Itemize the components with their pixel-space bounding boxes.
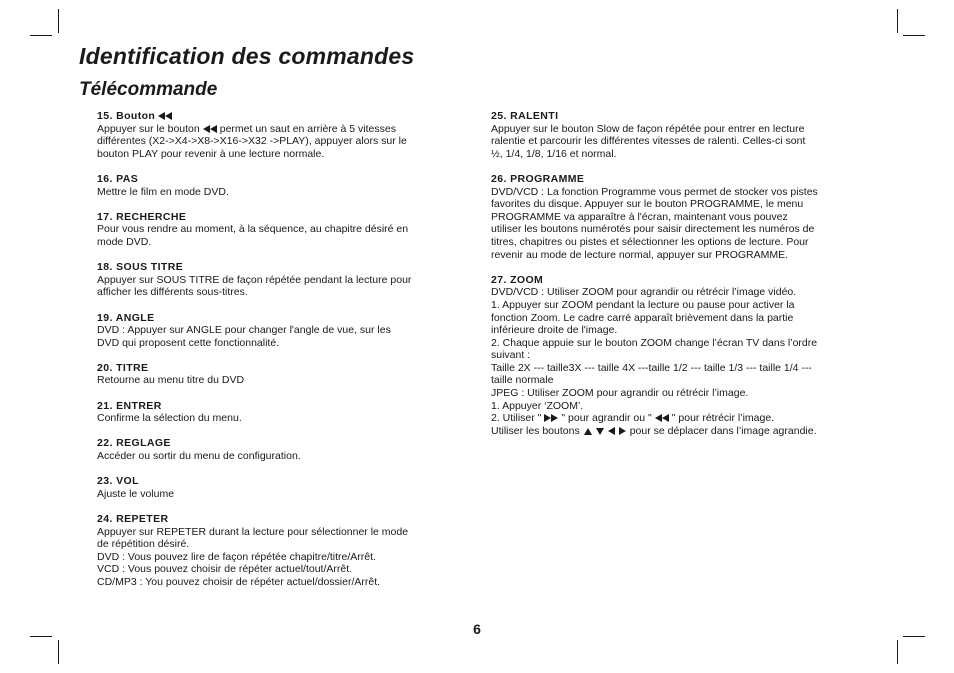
text-fragment: 20. TITRE bbox=[97, 361, 149, 374]
text-fragment: 1. Appuyer ‘ZOOM’. bbox=[491, 399, 584, 412]
crop-mark bbox=[897, 9, 898, 33]
body-line bbox=[491, 236, 875, 249]
text-fragment: DVD qui proposent cette fonctionnalité. bbox=[97, 336, 280, 349]
body-line bbox=[491, 249, 875, 262]
text-fragment: 24. REPETER bbox=[97, 513, 169, 525]
text-fragment: DVD/VCD : Utiliser ZOOM pour agrandir ou rétrécir l’image vidéo. bbox=[491, 286, 797, 299]
arrow-keys-icon bbox=[584, 427, 626, 435]
text-fragment: 23. VOL bbox=[97, 475, 139, 488]
text-fragment: PROGRAMME va apparaître à l'écran, maintenant vous pouvez bbox=[491, 210, 788, 223]
section-heading bbox=[491, 274, 875, 287]
crop-mark bbox=[58, 9, 59, 33]
body-line bbox=[491, 286, 875, 299]
triangle-l bbox=[210, 125, 217, 133]
section-heading bbox=[97, 211, 469, 224]
section-heading bbox=[97, 437, 469, 450]
body-line bbox=[491, 223, 875, 236]
body-line bbox=[491, 337, 875, 350]
body-line bbox=[97, 135, 469, 148]
text-fragment: de répétition désiré. bbox=[97, 538, 190, 551]
body-line bbox=[491, 211, 875, 224]
text-fragment: permet un saut en arrière à 5 vitesses bbox=[219, 122, 396, 135]
text-fragment: suivant : bbox=[491, 349, 531, 362]
crop-mark bbox=[897, 640, 898, 664]
text-fragment: 27. ZOOM bbox=[491, 273, 544, 286]
section-heading bbox=[97, 475, 469, 488]
body-line bbox=[491, 123, 875, 136]
right-column bbox=[491, 110, 875, 450]
text-fragment: bouton PLAY pour revenir à une lecture normale. bbox=[97, 147, 325, 160]
body-line bbox=[491, 387, 875, 400]
body-line bbox=[97, 324, 469, 337]
text-fragment: " pour rétrécir l’image. bbox=[671, 412, 775, 425]
text-fragment: 17. RECHERCHE bbox=[97, 210, 187, 223]
triangle-l bbox=[165, 112, 172, 120]
text-fragment: Appuyer sur SOUS TITRE de façon répétée pendant la lecture pour bbox=[97, 273, 412, 286]
text-fragment: 16. PAS bbox=[97, 172, 139, 185]
text-fragment: ½, 1/4, 1/8, 1/16 et normal. bbox=[491, 147, 617, 160]
body-line bbox=[491, 400, 875, 413]
body-line bbox=[97, 148, 469, 161]
text-fragment: afficher les différents sous-titres. bbox=[97, 286, 248, 299]
body-line bbox=[491, 362, 875, 375]
command-section bbox=[97, 173, 469, 198]
page-title: Identification des commandes bbox=[79, 43, 415, 69]
body-line bbox=[491, 198, 875, 211]
body-line bbox=[97, 551, 469, 564]
text-fragment: favorites du disque. Appuyer sur le bouton PROGRAMME, le menu bbox=[491, 198, 804, 211]
command-section bbox=[97, 312, 469, 350]
text-fragment: Taille 2X --- taille3X --- taille 4X ---taille 1/2 --- taille 1/3 --- taille 1/4 --- bbox=[491, 361, 812, 374]
text-fragment: Pour vous rendre au moment, à la séquence, au chapitre désiré en bbox=[97, 223, 409, 236]
body-line bbox=[491, 299, 875, 312]
text-fragment: Retourne au menu titre du DVD bbox=[97, 374, 245, 387]
section-heading bbox=[97, 400, 469, 413]
text-fragment: Appuyer sur le bouton bbox=[97, 122, 200, 135]
text-fragment: 26. PROGRAMME bbox=[491, 172, 585, 185]
body-line bbox=[97, 526, 469, 539]
section-heading bbox=[97, 513, 469, 526]
body-line bbox=[97, 286, 469, 299]
crop-mark bbox=[30, 35, 52, 36]
text-fragment: Confirme la sélection du menu. bbox=[97, 412, 242, 425]
command-section bbox=[97, 362, 469, 387]
left-column bbox=[97, 110, 469, 601]
text-fragment: Appuyer sur le bouton Slow de façon répétée pour entrer en lecture bbox=[491, 122, 805, 135]
section-heading bbox=[491, 110, 875, 123]
text-fragment: 18. SOUS TITRE bbox=[97, 261, 184, 274]
body-line bbox=[491, 135, 875, 148]
command-section bbox=[97, 211, 469, 249]
text-fragment: ralentie et parcourir les différentes vitesses de ralenti. Celles-ci sont bbox=[491, 135, 806, 148]
triangle-l bbox=[158, 112, 165, 120]
section-heading bbox=[97, 312, 469, 325]
rewind-icon bbox=[158, 112, 172, 120]
page-number: 6 bbox=[473, 621, 481, 637]
rewind-icon bbox=[655, 414, 669, 422]
section-heading bbox=[97, 110, 469, 123]
triangle-l bbox=[608, 427, 615, 435]
rewind-icon bbox=[203, 125, 217, 133]
command-section bbox=[97, 437, 469, 462]
crop-mark bbox=[58, 640, 59, 664]
body-line bbox=[491, 324, 875, 337]
text-fragment: Utiliser les boutons bbox=[491, 424, 580, 437]
section-heading bbox=[97, 173, 469, 186]
text-fragment: 2. Chaque appuie sur le bouton ZOOM change l’écran TV dans l’ordre bbox=[491, 336, 818, 349]
body-line bbox=[491, 374, 875, 387]
text-fragment: Mettre le film en mode DVD. bbox=[97, 185, 229, 198]
section-heading bbox=[491, 173, 875, 186]
body-line bbox=[97, 374, 469, 387]
command-section bbox=[491, 274, 875, 438]
body-line bbox=[491, 186, 875, 199]
text-fragment: 19. ANGLE bbox=[97, 311, 155, 324]
body-line bbox=[491, 148, 875, 161]
text-fragment: Accéder ou sortir du menu de configuration. bbox=[97, 450, 301, 463]
body-line bbox=[97, 186, 469, 199]
text-fragment: Ajuste le volume bbox=[97, 487, 175, 500]
body-line bbox=[97, 412, 469, 425]
command-section bbox=[491, 173, 875, 261]
triangle-u bbox=[584, 428, 592, 435]
text-fragment: mode DVD. bbox=[97, 235, 152, 248]
command-section bbox=[97, 475, 469, 500]
triangle-r bbox=[551, 414, 558, 422]
triangle-l bbox=[655, 414, 662, 422]
body-line bbox=[97, 488, 469, 501]
body-line bbox=[97, 236, 469, 249]
text-fragment: revenir au mode de lecture normal, appuyer sur PROGRAMME. bbox=[491, 248, 789, 261]
text-fragment: pour se déplacer dans l’image agrandie. bbox=[629, 424, 817, 437]
command-section bbox=[97, 513, 469, 589]
body-line bbox=[491, 312, 875, 325]
text-fragment: CD/MP3 : You pouvez choisir de répéter actuel/dossier/Arrêt. bbox=[97, 575, 381, 588]
text-fragment: DVD : Appuyer sur ANGLE pour changer l'angle de vue, sur les bbox=[97, 324, 391, 337]
body-line bbox=[491, 412, 875, 425]
fast-forward-icon bbox=[544, 414, 558, 422]
body-line bbox=[97, 450, 469, 463]
body-line bbox=[97, 123, 469, 136]
body-line bbox=[491, 425, 875, 438]
section-heading bbox=[97, 362, 469, 375]
triangle-d bbox=[596, 428, 604, 435]
text-fragment: titres, chapitres ou pistes et sélectionner les options de lecture. Pour bbox=[491, 235, 809, 248]
text-fragment: 25. RALENTI bbox=[491, 110, 559, 122]
triangle-l bbox=[203, 125, 210, 133]
triangle-l bbox=[662, 414, 669, 422]
text-fragment: fonction Zoom. Le cadre carré apparaît brièvement dans la partie bbox=[491, 311, 794, 324]
body-line bbox=[97, 538, 469, 551]
text-fragment: JPEG : Utiliser ZOOM pour agrandir ou rétrécir l’image. bbox=[491, 387, 749, 400]
text-fragment: 15. Bouton bbox=[97, 110, 156, 122]
body-line bbox=[97, 337, 469, 350]
text-fragment: " pour agrandir ou " bbox=[561, 412, 652, 425]
body-line bbox=[97, 223, 469, 236]
section-heading bbox=[97, 261, 469, 274]
text-fragment: 1. Appuyer sur ZOOM pendant la lecture ou pause pour activer la bbox=[491, 298, 795, 311]
body-line bbox=[97, 274, 469, 287]
triangle-r bbox=[544, 414, 551, 422]
text-fragment: inférieure droite de l'image. bbox=[491, 324, 618, 337]
command-section bbox=[97, 261, 469, 299]
body-line bbox=[97, 563, 469, 576]
body-line bbox=[491, 349, 875, 362]
text-fragment: 22. REGLAGE bbox=[97, 437, 171, 450]
crop-mark bbox=[903, 35, 925, 36]
text-fragment: DVD/VCD : La fonction Programme vous permet de stocker vos pistes bbox=[491, 185, 818, 198]
text-fragment: taille normale bbox=[491, 374, 554, 387]
body-line bbox=[97, 576, 469, 589]
text-fragment: 2. Utiliser " bbox=[491, 412, 542, 425]
command-section bbox=[491, 110, 875, 160]
text-fragment: utiliser les boutons numérotés pour saisir directement les numéros de bbox=[491, 223, 815, 236]
command-section bbox=[97, 110, 469, 160]
triangle-r bbox=[619, 427, 626, 435]
command-section bbox=[97, 400, 469, 425]
page-subtitle: Télécommande bbox=[79, 79, 218, 100]
text-fragment: VCD : Vous pouvez choisir de répéter actuel/tout/Arrêt. bbox=[97, 563, 353, 576]
text-fragment: 21. ENTRER bbox=[97, 399, 162, 412]
text-fragment: différentes (X2->X4->X8->X16->X32 ->PLAY), appuyer alors sur le bbox=[97, 135, 407, 148]
text-fragment: Appuyer sur REPETER durant la lecture pour sélectionner le mode bbox=[97, 525, 409, 538]
text-fragment: DVD : Vous pouvez lire de façon répétée chapitre/titre/Arrêt. bbox=[97, 550, 376, 563]
